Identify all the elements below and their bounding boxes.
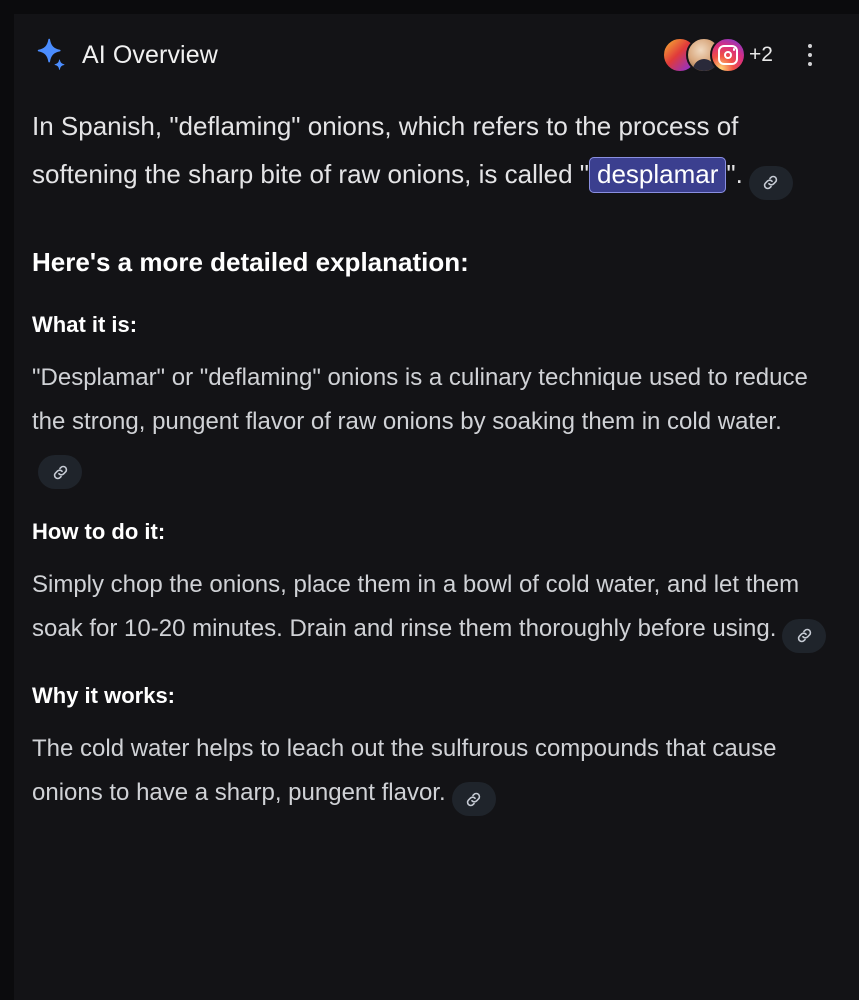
section-text: The cold water helps to leach out the sulfurous compounds that cause onions to have a sharp, pungent flavor.: [32, 734, 777, 806]
link-icon[interactable]: [452, 782, 496, 816]
spacer: [32, 282, 827, 308]
link-icon[interactable]: [749, 166, 793, 200]
spacer: [32, 342, 827, 356]
section-heading-how-to-do-it: How to do it:: [32, 519, 166, 544]
avatar-stack[interactable]: [662, 37, 746, 73]
section-heading-what-it-is: What it is:: [32, 311, 138, 337]
detailed-explanation-heading: Here's a more detailed explanation:: [32, 246, 469, 277]
extra-sources-count: +2: [749, 43, 773, 66]
kebab-dot: [808, 62, 812, 66]
left-edge-gutter: [0, 0, 14, 1000]
spacer: [32, 653, 827, 679]
spacer: [32, 713, 827, 727]
kebab-dot: [808, 44, 812, 48]
section-body-how-to-do-it: [32, 563, 827, 653]
source-avatars-group[interactable]: [662, 37, 773, 73]
section-text: Simply chop the onions, place them in a bowl of cold water, and let them soak for 10-20 minutes. Drain and rinse them thoroughly before using.: [32, 571, 800, 642]
instagram-icon: [718, 45, 738, 65]
section-text: "Desplamar" or "deflaming" onions is a culinary technique used to reduce the strong, pungent flavor of raw onions by soaking them in cold water.: [32, 363, 808, 435]
highlighted-term[interactable]: desplamar: [589, 157, 726, 193]
page-title: AI Overview: [82, 40, 218, 69]
link-icon[interactable]: [782, 619, 826, 653]
link-icon[interactable]: [38, 455, 82, 489]
top-edge-strip: [0, 0, 859, 14]
section-body-why-it-works: [32, 727, 827, 817]
intro-paragraph: [32, 102, 827, 200]
spacer: [32, 200, 827, 242]
ai-overview-content: [32, 92, 827, 816]
avatar[interactable]: [710, 37, 746, 73]
kebab-dot: [808, 53, 812, 57]
section-body-what-it-is: [32, 356, 827, 490]
spacer: [32, 549, 827, 563]
section-heading-why-it-works: Why it works:: [32, 682, 176, 708]
kebab-menu-icon[interactable]: [793, 35, 827, 75]
intro-text-before: In Spanish, "deflaming" onions, which refers to the process of softening the sharp bite of raw onions, is called ": [32, 111, 739, 189]
sparkle-icon: [32, 37, 68, 73]
spacer: [32, 489, 827, 515]
intro-text-after: ".: [726, 159, 743, 189]
